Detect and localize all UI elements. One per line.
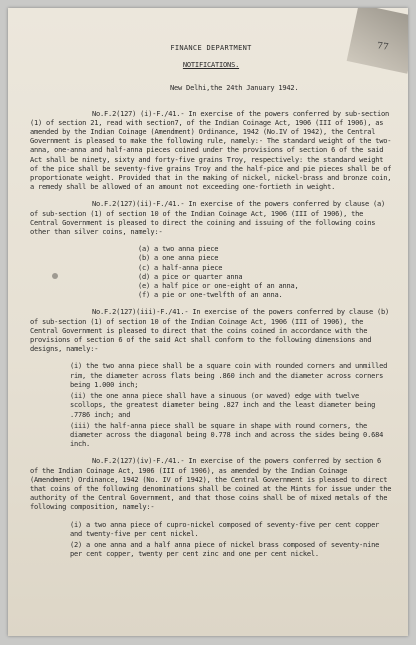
composition-list — [30, 521, 392, 560]
notifications-title: NOTIFICATIONS. — [182, 61, 240, 70]
coin-item: (e) a half pice or one-eight of an anna, — [138, 282, 299, 291]
coin-item: (a) a two anna piece — [138, 245, 219, 254]
coin-list — [30, 245, 392, 300]
coin-item: (d) a pice or quarter anna — [138, 272, 243, 281]
notification-body — [30, 44, 392, 567]
dimension-item: (ii) the one anna piece shall have a sinuous (or waved) edge with twelve scollops, the greatest diameter being .827 inch and the least diameter being .7786 inch; and — [70, 392, 376, 419]
coin-item: (b) a one anna piece — [138, 254, 219, 263]
dateline: New Delhi,the 24th January 1942. — [170, 84, 299, 93]
dimension-item: (iii) the half-anna piece shall be square in shape with round corners, the diameter across the diagonal being 0.778 inch and across the sides being 0.684 inch. — [70, 421, 384, 449]
composition-item: (2) a one anna and a half anna piece of nickel brass composed of seventy-nine per cent copper, twenty per cent zinc and one per cent nickel. — [70, 540, 380, 559]
composition-item: (i) a two anna piece of cupro-nickel composed of seventy-five per cent copper and twenty-five per cent nickel. — [70, 520, 380, 538]
dimension-list — [30, 362, 392, 449]
notification-2: No.F.2(127)(ii)-F./41.- In exercise of the powers conferred by clause (a) of sub-section (1) of section 10 of the Indian Coinage Act, 1906 (III of 1906), the Central Government is pleased to direct the coining and issuing of the following coins other than silver coins, namely:- — [30, 200, 386, 237]
coin-item: (f) a pie or one-twelfth of an anna. — [138, 291, 283, 300]
margin-note: 77 — [375, 41, 389, 53]
document-page — [8, 8, 408, 636]
coin-item: (c) a half-anna piece — [138, 263, 223, 272]
notification-3: No.F.2(127)(iii)-F./41.- In exercise of the powers conferred by clause (b) of sub-section (1) of section 10 of the Indian Coinage Act, 1906 (III of 1906), the Central Government is pleased to direct that the coins coined in accordance with the provisions of section 6 of the said Act shall conform to the following dimensions and designs, namely:- — [30, 308, 390, 354]
dimension-item: (i) the two anna piece shall be a square coin with rounded corners and unmilled rim, the diameter across flats being .860 inch and the diameter across corners being 1.000 inch; — [70, 362, 388, 389]
department-heading: FINANCE DEPARTMENT — [170, 44, 252, 52]
notification-1: No.F.2(127) (i)-F./41.- In exercise of the powers conferred by sub-section (1) of section 21, read with section7, of the Indian Coinage Act, 1906 (III of 1906), as amended by the Indian Coinage (Amendment) Ordinance, 1942 (No.IV of 1942), the Central Government is pleased to make the following rule, namely:- The standard weight of the two-anna, one-anna and half-anna pieces coined under the provisions of section 6 of the said Act shall be ninety, sixty and forty-five grains Troy, respectively: the standard weight of the pice shall be seventy-five grains Troy and the half-pice and pie pieces shall be of proportionate weight. Provided that in the making of nickel, nickel-brass and bronze coin, a remedy shall be allowed of an amount not exceeding one-fortieth in weight. — [30, 109, 392, 192]
notification-4: No.F.2(127)(iv)-F./41.- In exercise of the powers conferred by section 6 of the Indian Coinage Act, 1906 (III of 1906), as amended by the Indian Coinage (Amendment) Ordinance, 1942 (No. IV of 1942), the Central Government is pleased to direct that coins of the following denominations shall be coined at the Mints for issue under the authority of the Central Government, and that those coins shall be of mixed metals of the following composition, namely:- — [30, 457, 392, 512]
